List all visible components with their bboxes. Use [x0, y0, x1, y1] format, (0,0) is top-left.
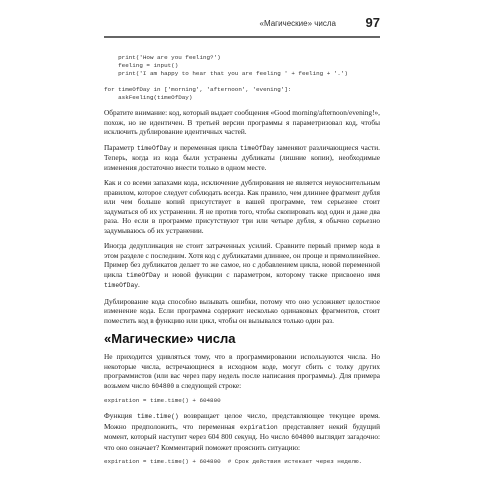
code-block-expiration-commented	[104, 458, 380, 466]
code-block-expiration	[104, 397, 380, 405]
code-line: print('I am happy to hear that you are feeling ' + feeling + '.')	[104, 70, 348, 77]
inline-code: time.time()	[137, 413, 179, 420]
code-line: expiration = time.time() + 604800 # Срок действия истекает через неделю.	[104, 458, 363, 465]
inline-code: timeOfDay	[104, 282, 139, 289]
inline-code: timeOfDay	[136, 144, 171, 152]
inline-code: timeOfDay	[239, 144, 274, 152]
code-line: expiration = time.time() + 604800	[104, 397, 221, 404]
paragraph-code-smell: Как и со всеми запахами кода, исключение дублирования не является неукоснительным правилом, которое следует соблюдать всегда. Как правило, чем длиннее фрагмент дубля или чем больше копий присутствует в вашей программе, тем серьезнее стоит задуматься об их устранении. Я не против того, чтобы скопировать код один и даже два раза. Но если в программе присутствуют три или четыре дубля, я обычно серьезно задумываюсь об их устранении.	[104, 178, 380, 235]
page-body	[104, 54, 380, 466]
paragraph-time-function: Функция time.time() возвращает целое число, представляющее текущее время. Можно предположить, что переменная expiration представляет некий будущий момент, который наступит через 604 800 секунд. Но число 604800 выглядит загадочно: что оно означает? Комментарий поможет прояснить ситуацию:	[104, 411, 381, 452]
page-header	[104, 17, 380, 35]
inline-code: 604800	[151, 382, 175, 390]
inline-code: 604800	[291, 434, 314, 441]
paragraph-parameter-note: Параметр timeOfDay и переменная цикла timeOfDay заменяют различающиеся части. Теперь, когда из кода были устранены дубликаты (лишние копии), необходимые изменения достаточно внести только в одном месте.	[104, 142, 380, 172]
code-line	[104, 78, 380, 86]
code-line: feeling = input()	[104, 62, 179, 69]
header-rule	[104, 36, 380, 38]
paragraph-greeting-note: Обратите внимание: код, который выдает сообщения «Good morning/afternoon/evening!», похож, но не идентичен. В третьей версии программы я параметризовал код, чтобы исключить дублирование идентичных частей.	[104, 108, 380, 136]
section-heading: «Магические» числа	[104, 331, 236, 346]
paragraph-duplication-errors: Дублирование кода способно вызывать ошибки, потому что оно усложняет целостное изменение кода. Если программа содержит несколько одинаковых фрагментов, стоит поместить код в функцию или цикл, чтобы он вызывался только один раз.	[104, 296, 380, 325]
code-line: for timeOfDay in ['morning', 'afternoon', 'evening']:	[104, 86, 292, 93]
code-line: askFeeling(timeOfDay)	[104, 94, 193, 101]
running-title: «Магические» числа	[259, 19, 336, 28]
code-block-loop	[104, 54, 380, 102]
paragraph-deduplication: Иногда дедупликация не стоит затраченных усилий. Сравните первый пример кода в этом разделе с последним. Хотя код с дубликатами длиннее, он проще и прямолинейнее. Пример без дубликатов делает то же самое, но с добавлением цикла, новой переменной цикла timeOfDay и новой функции с параметром, которому также присвоено имя timeOfDay.	[104, 241, 381, 289]
inline-code: expiration	[239, 423, 278, 431]
paragraph-magic-numbers: Не приходится удивляться тому, что в программировании используются числа. Но некоторые числа, встречающиеся в исходном коде, могут сбить с толку других программистов (или вас через пару недель после написания программы). Для примера возьмем число 604800 в следующей строке:	[104, 352, 380, 390]
page-number: 97	[365, 15, 380, 30]
inline-code: timeOfDay	[126, 271, 161, 279]
code-line: print('How are you feeling?')	[104, 54, 221, 61]
